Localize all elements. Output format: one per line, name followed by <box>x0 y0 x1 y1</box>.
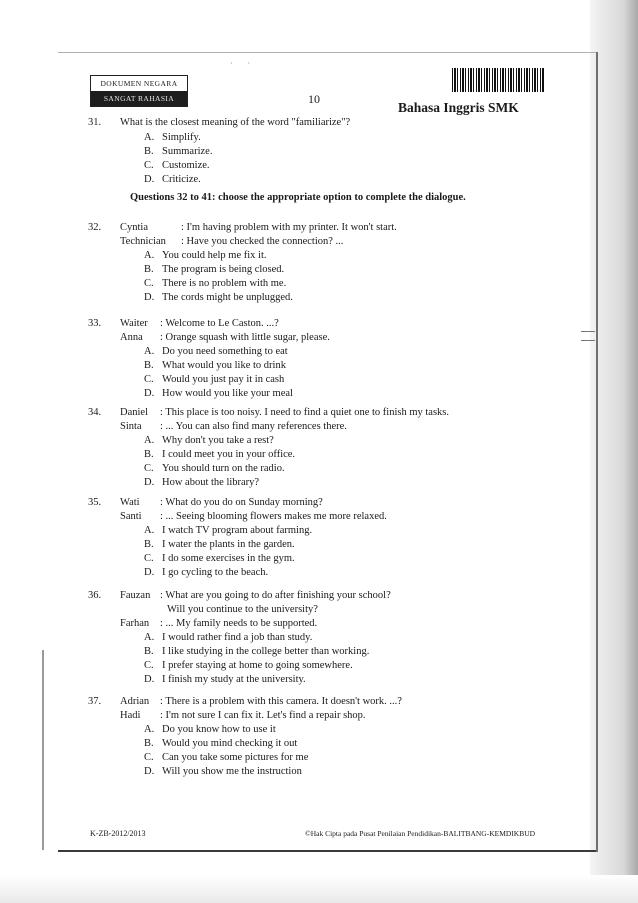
page-shadow-bottom <box>0 875 638 903</box>
question-number: 36. <box>88 590 102 601</box>
speaker: Sinta <box>120 421 142 432</box>
utterance: : This place is too noisy. I need to find a quiet one to finish my tasks. <box>160 407 450 418</box>
option-a[interactable]: A. I would rather find a job than study. <box>144 632 313 643</box>
option-a[interactable]: A. Why don't you take a rest? <box>144 435 274 446</box>
option-c[interactable]: C. You should turn on the radio. <box>144 463 285 474</box>
stamp-bottom-label: SANGAT RAHASIA <box>91 91 187 106</box>
speaker: Technician <box>120 236 166 247</box>
option-d[interactable]: D. I finish my study at the university. <box>144 674 306 685</box>
option-c[interactable]: C. There is no problem with me. <box>144 278 287 289</box>
utterance-continued: Will you continue to the university? <box>167 604 318 615</box>
speaker: Cyntia <box>120 222 148 233</box>
utterance: : I'm not sure I can fix it. Let's find a repair shop. <box>160 710 366 721</box>
option-b[interactable]: B. Would you mind checking it out <box>144 738 298 749</box>
question-number: 35. <box>88 497 102 508</box>
option-a[interactable]: A. Simplify. <box>144 132 201 143</box>
option-c[interactable]: C. I do some exercises in the gym. <box>144 553 295 564</box>
utterance: : What do you do on Sunday morning? <box>160 497 323 508</box>
utterance: : Have you checked the connection? ... <box>181 236 344 247</box>
speaker: Adrian <box>120 696 150 707</box>
option-b[interactable]: B. The program is being closed. <box>144 264 285 275</box>
copyright-notice: ©Hak Cipta pada Pusat Penilaian Pendidikan-BALITBANG-KEMDIKBUD <box>305 829 536 838</box>
page-right-edge <box>596 52 598 852</box>
option-b[interactable]: B. Summarize. <box>144 146 213 157</box>
option-b[interactable]: B. I could meet you in your office. <box>144 449 296 460</box>
option-c[interactable]: C. Can you take some pictures for me <box>144 752 309 763</box>
page-top-edge <box>58 52 598 53</box>
option-c[interactable]: C. I prefer staying at home to going somewhere. <box>144 660 353 671</box>
utterance: : What are you going to do after finishing your school? <box>160 590 391 601</box>
footer-rule <box>58 850 596 852</box>
option-b[interactable]: B. What would you like to drink <box>144 360 286 371</box>
speaker: Fauzan <box>120 590 151 601</box>
option-d[interactable]: D. Criticize. <box>144 174 201 185</box>
option-d[interactable]: D. Will you show me the instruction <box>144 766 302 777</box>
page-left-edge <box>42 650 44 850</box>
section-instruction: Questions 32 to 41: choose the appropriate option to complete the dialogue. <box>130 192 466 203</box>
option-a[interactable]: A. Do you need something to eat <box>144 346 288 357</box>
speaker: Waiter <box>120 318 148 329</box>
speaker: Wati <box>120 497 140 508</box>
option-d[interactable]: D. I go cycling to the beach. <box>144 567 269 578</box>
option-a[interactable]: A. I watch TV program about farming. <box>144 525 313 536</box>
question-number: 33. <box>88 318 102 329</box>
option-d[interactable]: D. How about the library? <box>144 477 260 488</box>
question-number: 37. <box>88 696 102 707</box>
speaker: Daniel <box>120 407 148 418</box>
utterance: : ... You can also find many references there. <box>160 421 347 432</box>
option-b[interactable]: B. I like studying in the college better than working. <box>144 646 370 657</box>
barcode <box>452 68 544 92</box>
speaker: Santi <box>120 511 142 522</box>
speaker: Anna <box>120 332 143 343</box>
speaker: Farhan <box>120 618 150 629</box>
classification-stamp <box>90 75 188 107</box>
option-b[interactable]: B. I water the plants in the garden. <box>144 539 295 550</box>
utterance: : Welcome to Le Caston. ...? <box>160 318 279 329</box>
subject-title: Bahasa Inggris SMK <box>398 100 519 115</box>
margin-mark <box>581 331 595 341</box>
option-c[interactable]: C. Customize. <box>144 160 210 171</box>
option-a[interactable]: A. Do you know how to use it <box>144 724 276 735</box>
question-number: 34. <box>88 407 102 418</box>
question-number: 32. <box>88 222 102 233</box>
page-number: 10 <box>308 92 320 106</box>
question-number: 31. <box>88 117 102 128</box>
utterance: : Orange squash with little sugar, please. <box>160 332 330 343</box>
utterance: : ... Seeing blooming flowers makes me more relaxed. <box>160 511 387 522</box>
utterance: : I'm having problem with my printer. It won't start. <box>181 222 397 233</box>
utterance: : There is a problem with this camera. It doesn't work. ...? <box>160 696 402 707</box>
stamp-top-label: DOKUMEN NEGARA <box>91 76 187 91</box>
option-d[interactable]: D. The cords might be unplugged. <box>144 292 293 303</box>
option-c[interactable]: C. Would you just pay it in cash <box>144 374 285 385</box>
speaker: Hadi <box>120 710 141 721</box>
exam-code: K-ZB-2012/2013 <box>90 829 146 838</box>
utterance: : ... My family needs to be supported. <box>160 618 318 629</box>
option-a[interactable]: A. You could help me fix it. <box>144 250 267 261</box>
question-text: What is the closest meaning of the word "familiarize"? <box>120 117 351 128</box>
scan-specks: · · <box>230 58 257 68</box>
option-d[interactable]: D. How would you like your meal <box>144 388 293 399</box>
